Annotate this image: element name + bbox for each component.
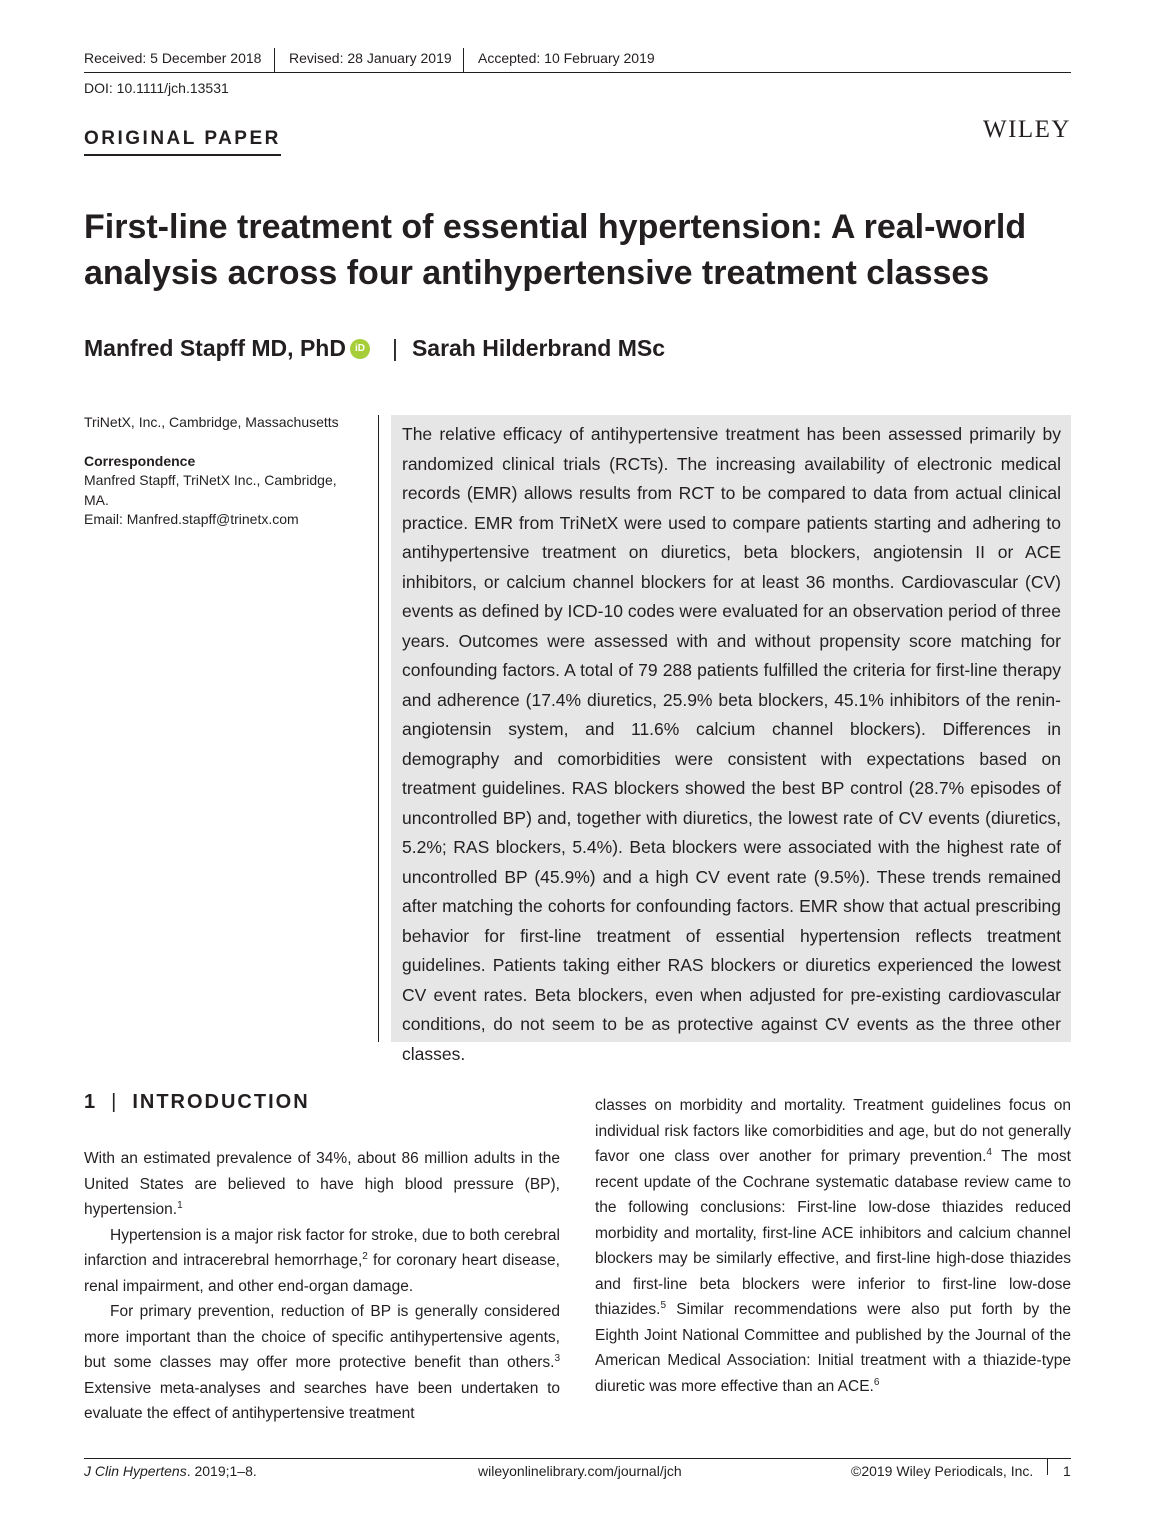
orcid-icon[interactable]: iD <box>350 339 370 359</box>
citation-ref[interactable]: 2 <box>362 1251 368 1262</box>
paragraph: classes on morbidity and mortality. Treatment guidelines focus on individual risk factors like comorbidities and age, but do not generally favor one class over another for primary prevention.$^4$ The most recent update of the Cochrane systematic database review came to the following conclusions: First-line low-dose thiazides reduced morbidity and mortality, first-line ACE inhibitors and calcium channel blockers may be similarly effective, and first-line high-dose thiazides and first-line beta blockers were inferior to first-line low-dose thiazides.$^5$ Similar recommendations were also put forth by the Eighth Joint National Committee and published by the Journal of the American Medical Association: Initial treatment with a thiazide-type diuretic was more effective than an ACE.$^6$ <box>595 1097 1071 1395</box>
citation-ref[interactable]: 6 <box>873 1376 880 1388</box>
page-footer <box>84 1458 1071 1489</box>
section-heading <box>84 1091 310 1114</box>
author-name: Manfred Stapff MD, PhD <box>84 335 346 361</box>
article-history <box>84 48 1071 73</box>
copyright: ©2019 Wiley Periodicals, Inc. <box>851 1463 1034 1479</box>
author-name: Sarah Hilderbrand MSc <box>411 335 666 361</box>
correspondence-address: Manfred Stapff, TriNetX Inc., Cambridge, MA. <box>84 472 337 508</box>
section-title: INTRODUCTION <box>132 1091 310 1113</box>
revised-date: Revised: 28 January 2019 <box>289 50 452 66</box>
paragraph: For primary prevention, reduction of BP is generally considered more important than the choice of specific antihypertensive agents, but some classes may offer more protective benefit than others.$^3$ Extensive meta-analyses and searches have been undertaken to evaluate the effect of antihypertensive treatment <box>84 1303 560 1422</box>
citation-ref[interactable]: 5 <box>660 1300 667 1311</box>
author-separator: | <box>391 335 398 361</box>
citation-ref[interactable]: 4 <box>986 1147 992 1158</box>
article-type-label: ORIGINAL PAPER <box>84 128 281 156</box>
journal-url[interactable]: wileyonlinelibrary.com/journal/jch <box>478 1463 682 1479</box>
correspondence-email[interactable]: Email: Manfred.stapff@trinetx.com <box>84 511 299 527</box>
received-date: Received: 5 December 2018 <box>84 50 262 66</box>
author-list <box>84 335 665 362</box>
doi[interactable]: DOI: 10.1111/jch.13531 <box>84 80 229 96</box>
column-rule <box>378 415 379 1042</box>
paragraph: Hypertension is a major risk factor for stroke, due to both cerebral infarction and intracerebral hemorrhage,$^2$ for coronary heart disease, renal impairment, and other end-organ damage. <box>84 1226 560 1295</box>
accepted-date: Accepted: 10 February 2019 <box>478 50 655 66</box>
body-column-right <box>595 1093 1071 1399</box>
affiliation-block <box>84 413 354 530</box>
abstract: The relative efficacy of antihypertensive treatment has been assessed primarily by randomized clinical trials (RCTs). The increasing availability of electronic medical records (EMR) allows results from RCT to be compared to data from actual clinical practice. EMR from TriNetX were used to compare patients starting and adhering to antihypertensive treatment on diuretics, beta blockers, angiotensin II or ACE inhibitors, or calcium channel blockers for at least 36 months. Cardiovascular (CV) events as defined by ICD-10 codes were evaluated for an observation period of three years. Outcomes were assessed with and without propensity score matching for confounding factors. A total of 79 288 patients fulfilled the criteria for first-line therapy and adherence (17.4% diuretics, 25.9% beta blockers, 45.1% inhibitors of the renin-angiotensin system, and 11.6% calcium channel blockers). Differences in demography and comorbidities were consistent with expectations based on treatment guidelines. RAS blockers showed the best BP control (28.7% episodes of uncontrolled BP) and, together with diuretics, the lowest rate of CV events (diuretics, 5.2%; RAS blockers, 5.4%). Beta blockers were associated with the highest rate of uncontrolled BP (45.9%) and a high CV event rate (9.5%). These trends remained after matching the cohorts for confounding factors. EMR show that actual prescribing behavior for first-line treatment of essential hypertension reflects treatment guidelines. Patients taking either RAS blockers or diuretics experienced the lowest CV event rates. Beta blockers, even when adjusted for pre-existing cardiovascular conditions, do not seem to be as protective against CV events as the three other classes. <box>391 415 1071 1042</box>
page-number: 1 <box>1063 1463 1071 1479</box>
correspondence-heading: Correspondence <box>84 452 196 469</box>
article-title: First-line treatment of essential hypertension: A real-world analysis across four antihypertensive treatment classes <box>84 208 1027 292</box>
section-separator: | <box>111 1091 119 1113</box>
body-column-left <box>84 1146 560 1427</box>
paragraph: With an estimated prevalence of 34%, about 86 million adults in the United States are believed to have high blood pressure (BP), hypertension.$^1$ <box>84 1150 560 1218</box>
affiliation: TriNetX, Inc., Cambridge, Massachusetts <box>84 414 339 430</box>
citation-ref[interactable]: 1 <box>177 1200 183 1211</box>
publisher-logo: WILEY <box>982 116 1071 143</box>
section-number: 1 <box>84 1091 98 1113</box>
divider <box>274 48 275 72</box>
divider <box>463 48 464 72</box>
journal-citation: J Clin Hypertens. 2019;1–8. <box>84 1463 257 1479</box>
divider <box>1047 1459 1048 1475</box>
citation-ref[interactable]: 3 <box>554 1353 560 1364</box>
